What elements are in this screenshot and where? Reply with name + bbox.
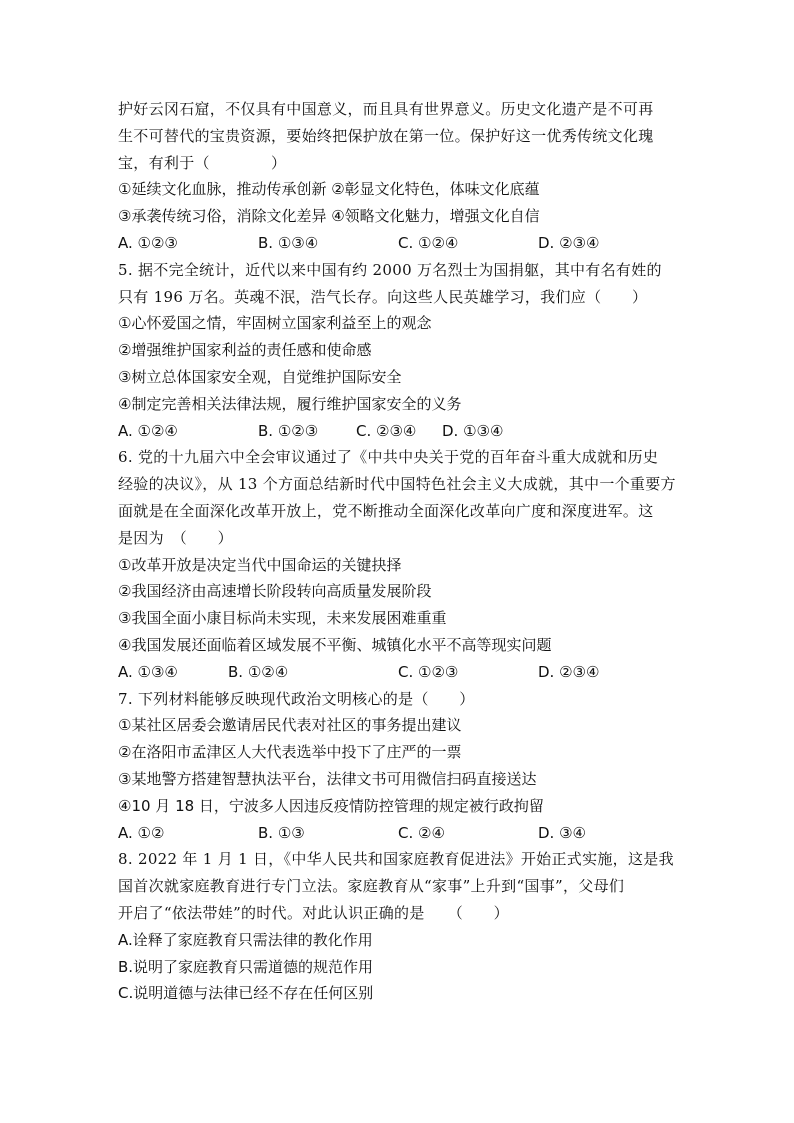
option-a[interactable]: A. ①②③ bbox=[118, 233, 178, 252]
question-stem-line: 面就是在全面深化改革开放上，党不断推动全面深化改革向广度和深度进军。这 bbox=[118, 501, 654, 520]
question-stem-line: 护好云冈石窟，不仅具有中国意义，而且具有世界意义。历史文化遗产是不可再 bbox=[118, 100, 654, 118]
question-6 bbox=[118, 444, 678, 685]
question-stem-line: 生不可替代的宝贵资源，要始终把保护放在第一位。保护好这一优秀传统文化瑰 bbox=[118, 126, 654, 145]
answer-options bbox=[118, 820, 678, 847]
statement-item: ③某地警方搭建智慧执法平台，法律文书可用微信扫码直接送达 bbox=[118, 769, 537, 788]
statement-item: ②在洛阳市孟津区人大代表选举中投下了庄严的一票 bbox=[118, 743, 462, 762]
question-4 bbox=[118, 96, 678, 257]
statement-item: ②增强维护国家利益的责任感和使命感 bbox=[118, 341, 372, 360]
statement-item: ③树立总体国家安全观，自觉维护国际安全 bbox=[118, 367, 402, 386]
option-a[interactable]: A.诠释了家庭教育只需法律的教化作用 bbox=[118, 930, 373, 949]
option-a[interactable]: A. ①②④ bbox=[118, 421, 178, 440]
question-stem-line: 8. 2022 年 1 月 1 日，《中华人民共和国家庭教育促进法》开始正式实施，这是我 bbox=[118, 850, 674, 869]
option-c[interactable]: C. ②③④ bbox=[356, 421, 417, 440]
question-8 bbox=[118, 846, 678, 1007]
statement-item: ④制定完善相关法律法规，履行维护国家安全的义务 bbox=[118, 394, 462, 413]
option-b[interactable]: B. ①③④ bbox=[258, 233, 319, 252]
statement-item: ①心怀爱国之情，牢固树立国家利益至上的观念 bbox=[118, 314, 432, 333]
option-d[interactable]: D. ③④ bbox=[538, 823, 586, 842]
question-stem-line: 国首次就家庭教育进行专门立法。家庭教育从“家事”上升到“国事”，父母们 bbox=[118, 877, 625, 896]
exam-page bbox=[118, 96, 678, 1007]
option-c[interactable]: C. ②④ bbox=[398, 823, 445, 842]
option-d[interactable]: D. ②③④ bbox=[538, 233, 600, 252]
option-b[interactable]: B. ①②③ bbox=[258, 421, 319, 440]
question-stem-line: 只有 196 万名。英魂不泯，浩气长存。向这些人民英雄学习，我们应（ ） bbox=[118, 287, 648, 306]
statement-item: ③我国全面小康目标尚未实现，未来发展困难重重 bbox=[118, 609, 447, 628]
option-b[interactable]: B. ①③ bbox=[258, 823, 305, 842]
statement-item: ①某社区居委会邀请居民代表对社区的事务提出建议 bbox=[118, 716, 462, 735]
option-a[interactable]: A. ①② bbox=[118, 823, 165, 842]
option-b[interactable]: B. ①②④ bbox=[228, 662, 289, 681]
option-c[interactable]: C. ①②④ bbox=[398, 233, 459, 252]
answer-options bbox=[118, 230, 678, 257]
question-stem-line: 经验的决议》，从 13 个方面总结新时代中国特色社会主义大成就，其中一个重要方 bbox=[118, 475, 676, 494]
question-5 bbox=[118, 257, 678, 445]
statement-item: ④我国发展还面临着区域发展不平衡、城镇化水平不高等现实问题 bbox=[118, 635, 552, 654]
option-a[interactable]: A. ①③④ bbox=[118, 662, 178, 681]
question-stem-line: 6. 党的十九届六中全会审议通过了《中共中央关于党的百年奋斗重大成就和历史 bbox=[118, 448, 659, 467]
question-stem-line: 5. 据不完全统计，近代以来中国有约 2000 万名烈士为国捐躯，其中有名有姓的 bbox=[118, 260, 662, 279]
statement-item: ①延续文化血脉，推动传承创新 ②彰显文化特色，体味文化底蕴 bbox=[118, 180, 540, 199]
option-b[interactable]: B.说明了家庭教育只需道德的规范作用 bbox=[118, 957, 374, 976]
question-stem-line: 7. 下列材料能够反映现代政治文明核心的是（ ） bbox=[118, 689, 475, 708]
statement-item: ②我国经济由高速增长阶段转向高质量发展阶段 bbox=[118, 582, 432, 601]
statement-item: ①改革开放是决定当代中国命运的关键抉择 bbox=[118, 555, 402, 574]
question-stem-line: 宝，有利于（ ） bbox=[118, 153, 287, 172]
answer-options bbox=[118, 418, 678, 445]
option-c[interactable]: C. ①②③ bbox=[398, 662, 459, 681]
statement-item: ③承袭传统习俗，消除文化差异 ④领略文化魅力，增强文化自信 bbox=[118, 207, 540, 226]
answer-options bbox=[118, 659, 678, 686]
question-stem-line: 开启了“依法带娃”的时代。对此认识正确的是 （ ） bbox=[118, 903, 509, 922]
question-7 bbox=[118, 686, 678, 847]
statement-item: ④10 月 18 日，宁波多人因违反疫情防控管理的规定被行政拘留 bbox=[118, 796, 544, 815]
option-d[interactable]: D. ②③④ bbox=[538, 662, 600, 681]
option-c[interactable]: C.说明道德与法律已经不存在任何区别 bbox=[118, 984, 374, 1003]
question-stem-line: 是因为 （ ） bbox=[118, 528, 233, 547]
option-d[interactable]: D. ①③④ bbox=[442, 421, 504, 440]
